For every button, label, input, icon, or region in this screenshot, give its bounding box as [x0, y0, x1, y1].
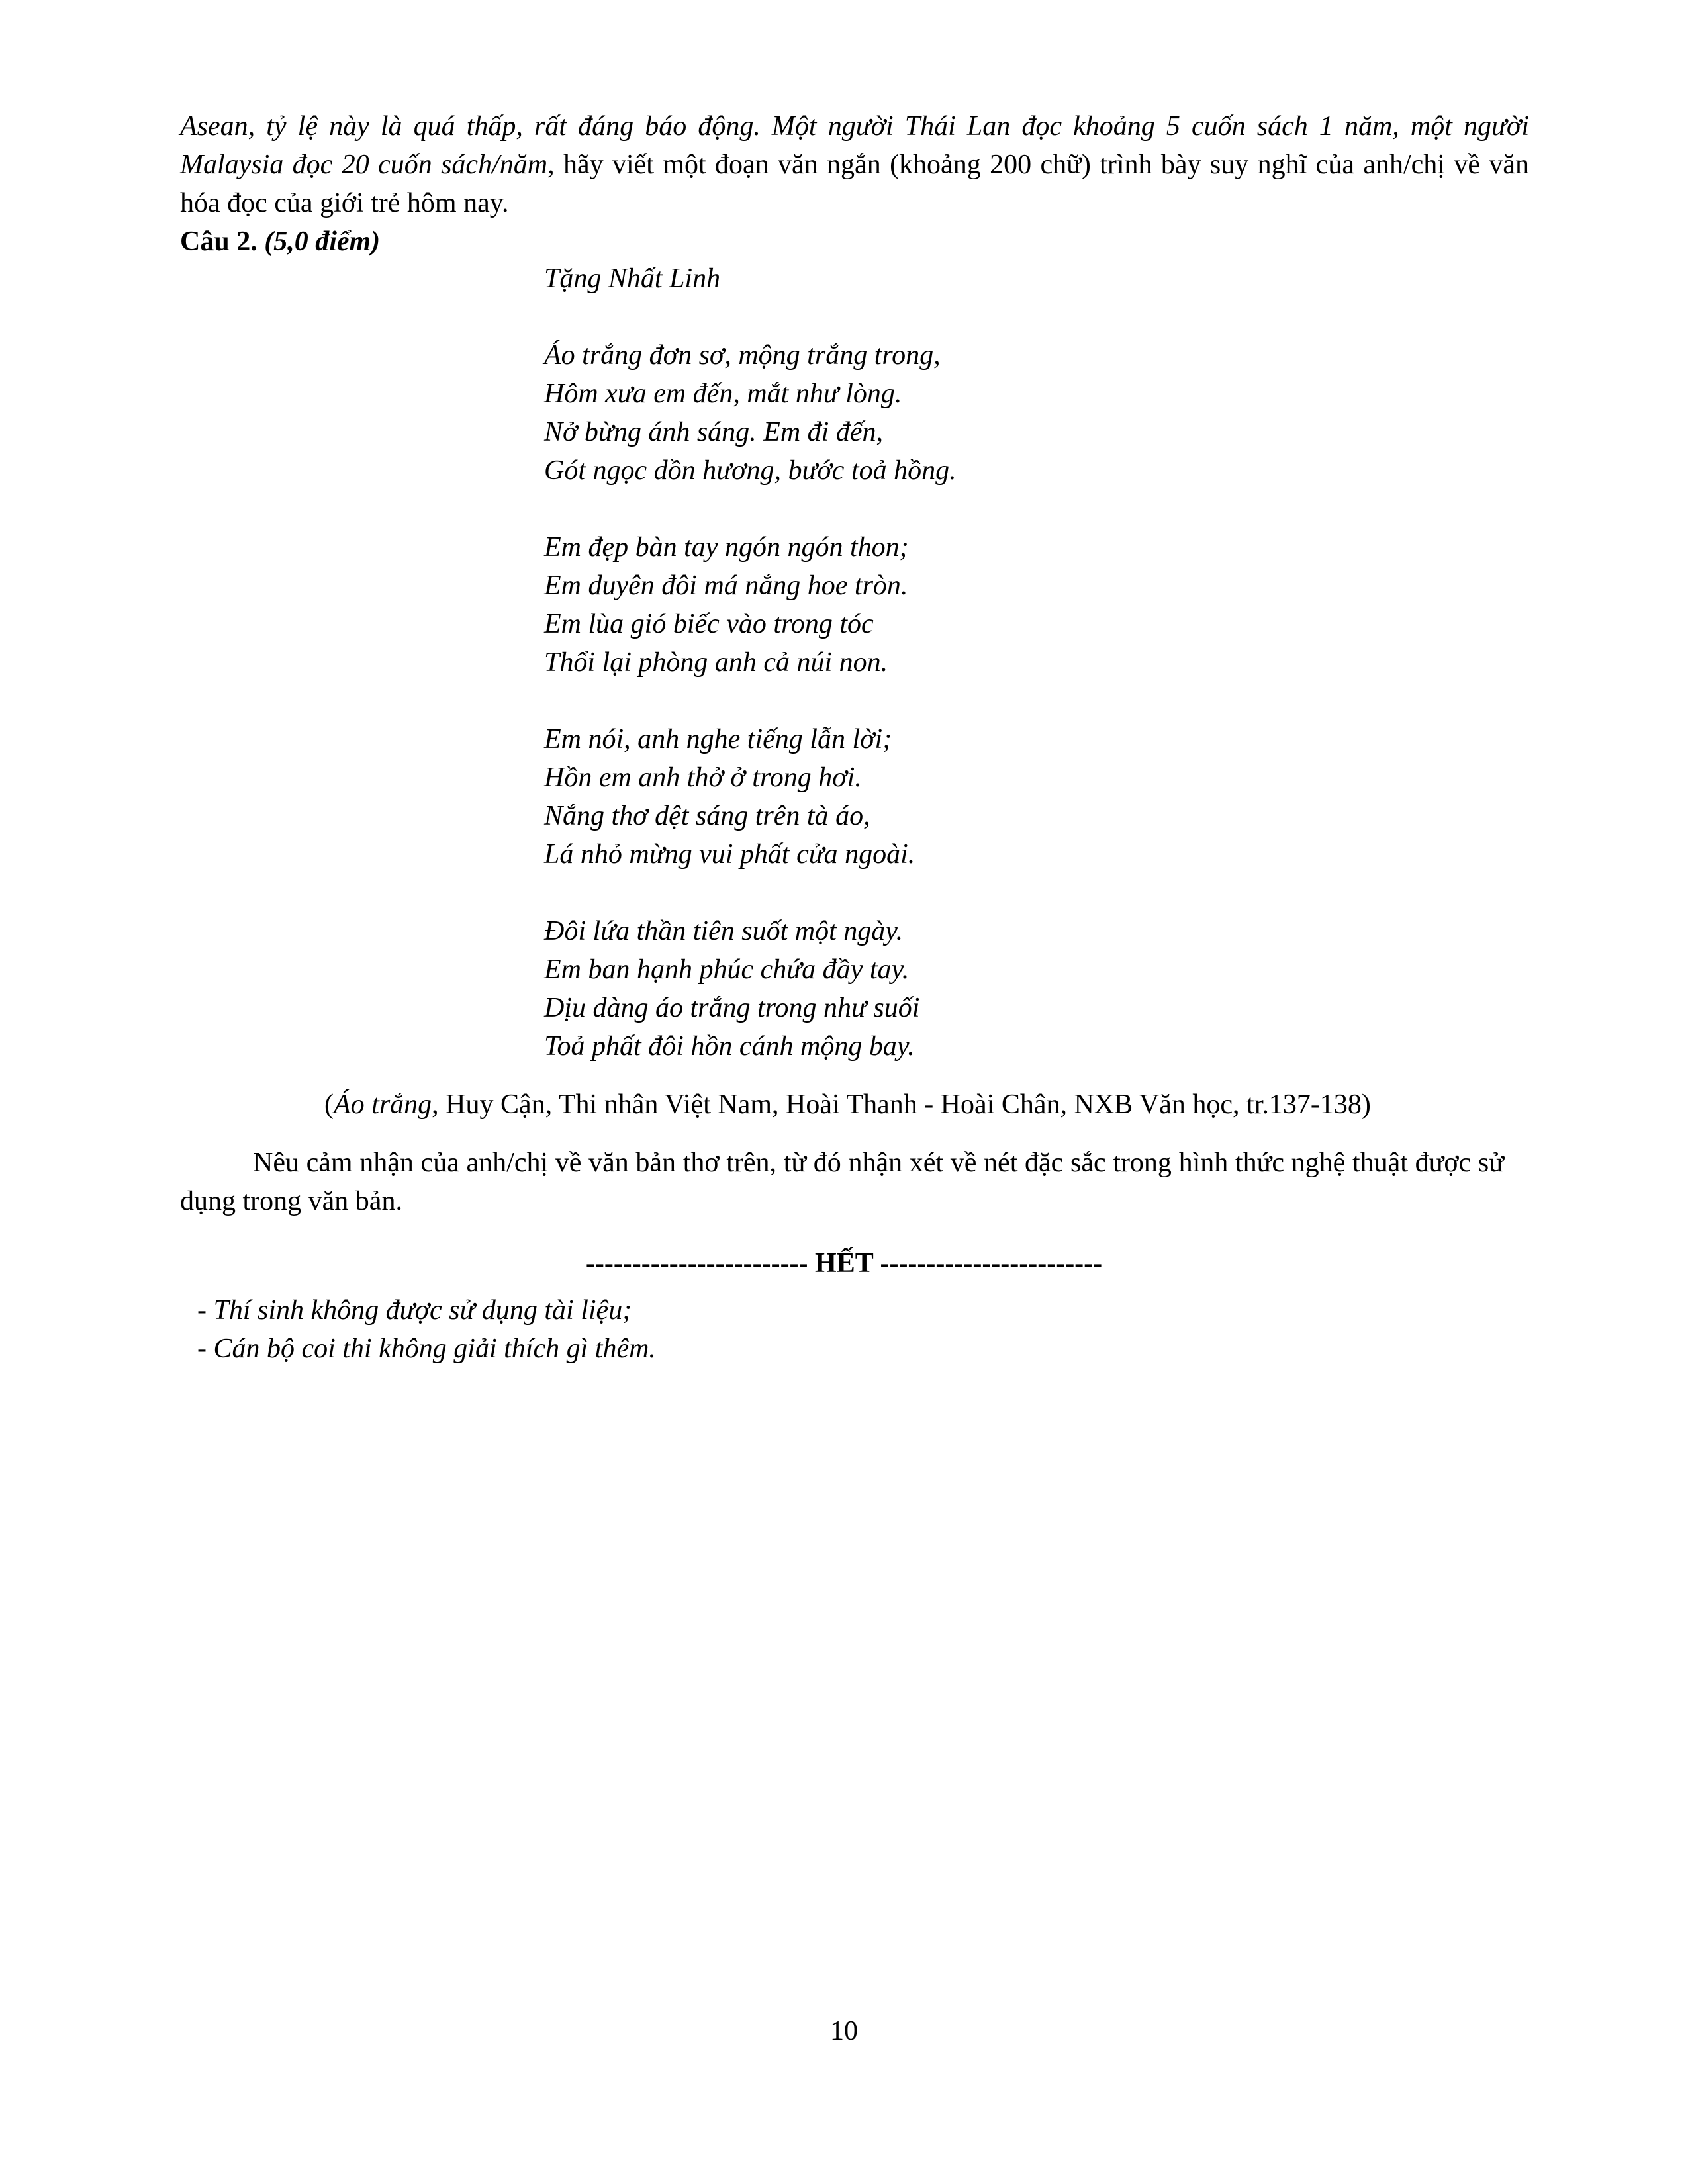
source-details: , Huy Cận, Thi nhân Việt Nam, Hoài Thanh - Hoài Chân, NXB Văn học, tr.137-138): [432, 1089, 1371, 1120]
end-marker: ------------------------ HẾT ------------------------: [585, 1248, 1103, 1279]
intro-paragraph: [180, 107, 1529, 222]
intro-italic-text: Asean, tỷ lệ này là quá thấp, rất đáng báo động. Một người Thái Lan đọc khoảng 5 cuốn sách 1 năm, một người Malaysia đọc 20 cuốn sách/năm,: [180, 111, 1529, 180]
poem-stanza-2: [544, 528, 1471, 682]
question-2-label: Câu 2.: [180, 226, 265, 257]
intro-instruction-text: hãy viết một đoạn văn ngắn (khoảng 200 chữ) trình bày suy nghĩ của anh/chị về văn hóa đọc của giới trẻ hôm nay.: [180, 150, 1529, 218]
poem-line: Dịu dàng áo trắng trong như suối: [544, 993, 920, 1023]
poem-line: Em đẹp bàn tay ngón ngón thon;: [544, 532, 909, 563]
exam-notes: [197, 1291, 1389, 1368]
poem-line: Áo trắng đơn sơ, mộng trắng trong,: [544, 340, 941, 371]
question-2-task: Nêu cảm nhận của anh/chị về văn bản thơ trên, từ đó nhận xét về nét đặc sắc trong hình thức nghệ thuật được sử dụng trong văn bản.: [180, 1148, 1504, 1216]
poem-line: Hôm xưa em đến, mắt như lòng.: [544, 379, 902, 409]
question-2-heading: [180, 222, 380, 261]
poem-line: Đôi lứa thần tiên suốt một ngày.: [544, 916, 904, 946]
poem-source-citation: [324, 1085, 1582, 1124]
source-poem-title: Áo trắng: [334, 1089, 432, 1120]
poem-line: Thổi lại phòng anh cả núi non.: [544, 647, 888, 678]
poem: [544, 259, 1471, 1066]
poem-stanza-1: [544, 336, 1471, 490]
poem-line: Em lùa gió biếc vào trong tóc: [544, 609, 874, 639]
poem-stanza-4: [544, 912, 1471, 1066]
poem-line: Hồn em anh thở ở trong hơi.: [544, 762, 862, 793]
question-2-points: (5,0 điểm): [264, 226, 381, 257]
poem-dedication: Tặng Nhất Linh: [544, 263, 721, 294]
exam-note: - Thí sinh không được sử dụng tài liệu;: [197, 1295, 632, 1326]
source-open-paren: (: [324, 1089, 334, 1120]
poem-line: Toả phất đôi hồn cánh mộng bay.: [544, 1031, 915, 1062]
poem-line: Em duyên đôi má nắng hoe tròn.: [544, 570, 908, 601]
poem-line: Nở bừng ánh sáng. Em đi đến,: [544, 417, 883, 447]
poem-stanza-3: [544, 720, 1471, 874]
poem-line: Gót ngọc dồn hương, bước toả hồng.: [544, 455, 957, 486]
poem-line: Lá nhỏ mừng vui phất cửa ngoài.: [544, 839, 915, 870]
page-number: 10: [830, 2016, 858, 2046]
poem-line: Em nói, anh nghe tiếng lẫn lời;: [544, 724, 892, 754]
poem-line: Em ban hạnh phúc chứa đầy tay.: [544, 954, 910, 985]
exam-note: - Cán bộ coi thi không giải thích gì thêm.: [197, 1334, 656, 1364]
poem-line: Nắng thơ dệt sáng trên tà áo,: [544, 801, 870, 831]
